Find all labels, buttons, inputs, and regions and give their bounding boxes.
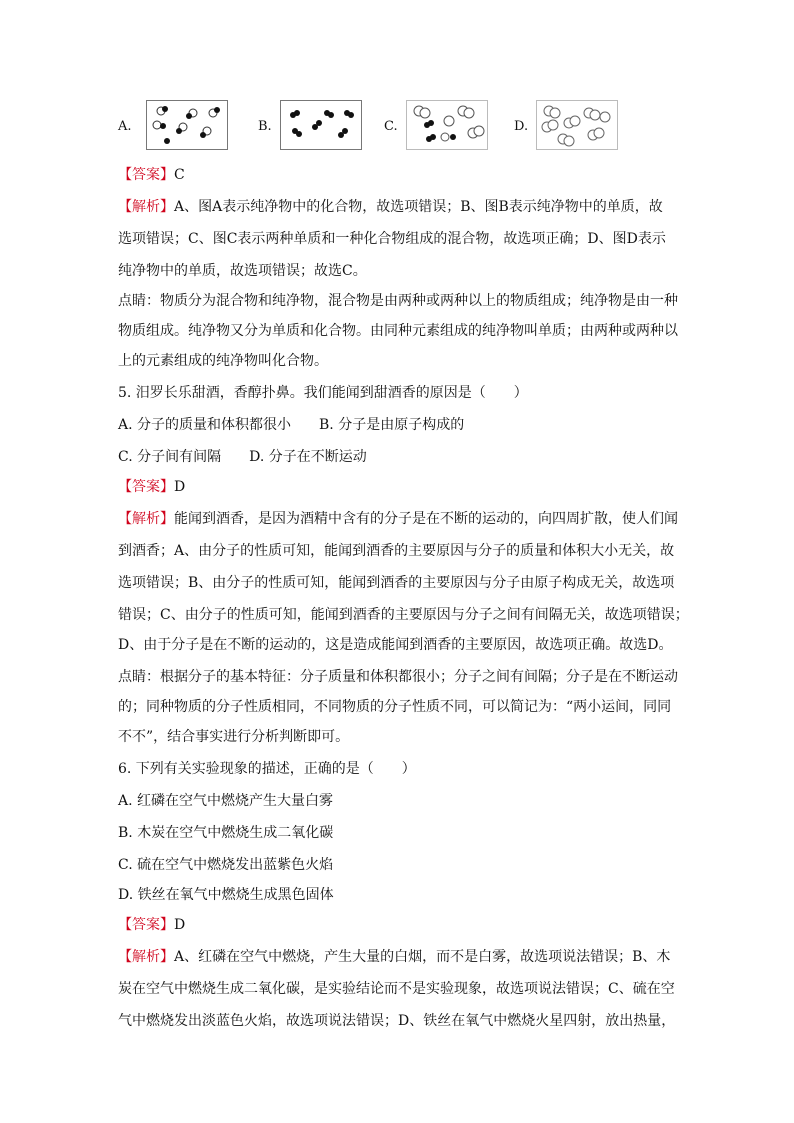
q5-note-line-2: 的；同种物质的分子性质相同，不同物质的分子性质不同，可以简记为：“两小运间，同同 <box>118 699 672 715</box>
q5-options-line-1: A. 分子的质量和体积都很小 B. 分子是由原子构成的 <box>118 417 465 433</box>
q5-analysis-line-4: 错误；C、由分子的性质可知，能闻到酒香的主要原因与分子之间有间隔无关，故选项错误； <box>118 607 689 623</box>
q4-answer <box>118 166 185 184</box>
q5-question: 5. 汨罗长乐甜酒，香醇扑鼻。我们能闻到甜酒香的原因是（ ） <box>118 385 528 401</box>
q6-analysis-line-2: 炭在空气中燃烧生成二氧化碳，是实验结论而不是实验现象，故选项说法错误；C、硫在空 <box>118 981 675 997</box>
analysis-key-label: 【解析】 <box>118 511 174 527</box>
answer-value: D <box>174 917 186 933</box>
particle-box-element-hollow-icon <box>536 100 618 150</box>
answer-key-label: 【答案】 <box>118 479 174 495</box>
option-b-label: B. <box>258 119 272 134</box>
q6-analysis-line-1: 【解析】A、红磷在空气中燃烧，产生大量的白烟，而不是白雾，故选项说法错误；B、木 <box>118 949 671 965</box>
q4-analysis-line-2: 选项错误；C、图C表示两种单质和一种化合物组成的混合物，故选项正确；D、图D表示 <box>118 231 666 247</box>
answer-key-label: 【答案】 <box>118 167 174 183</box>
q6-answer <box>118 916 185 934</box>
option-a-label: A. <box>118 119 132 134</box>
answer-value: C <box>174 167 185 183</box>
analysis-key-label: 【解析】 <box>118 199 174 215</box>
q5-answer <box>118 478 185 496</box>
q4-note-line-3: 上的元素组成的纯净物叫化合物。 <box>118 353 328 369</box>
q6-option-c: C. 硫在空气中燃烧发出蓝紫色火焰 <box>118 857 334 873</box>
particle-box-element-icon <box>280 100 362 150</box>
q5-note-line-3: 不不”，结合事实进行分析判断即可。 <box>118 729 350 745</box>
q6-option-b: B. 木炭在空气中燃烧生成二氧化碳 <box>118 825 334 841</box>
q6-option-a: A. 红磷在空气中燃烧产生大量白雾 <box>118 793 334 809</box>
q4-note-line-1: 点睛：物质分为混合物和纯净物，混合物是由两种或两种以上的物质组成；纯净物是由一种 <box>118 293 678 309</box>
q5-analysis-line-5: D、由于分子是在不断的运动的，这是造成能闻到酒香的主要原因，故选项正确。故选D。 <box>118 637 673 653</box>
particle-box-mixture-icon <box>406 100 488 150</box>
analysis-key-label: 【解析】 <box>118 949 174 965</box>
particle-box-compound-icon <box>146 100 228 150</box>
answer-key-label: 【答案】 <box>118 917 174 933</box>
q4-note-line-2: 物质组成。纯净物又分为单质和化合物。由同种元素组成的纯净物叫单质；由两种或两种以 <box>118 323 678 339</box>
q5-analysis-line-3: 选项错误；B、由分子的性质可知，能闻到酒香的主要原因与分子由原子构成无关，故选项 <box>118 575 675 591</box>
option-d-label: D. <box>514 119 529 134</box>
q4-option-images <box>118 100 678 156</box>
option-c-label: C. <box>384 119 398 134</box>
q6-question: 6. 下列有关实验现象的描述，正确的是（ ） <box>118 761 416 777</box>
q5-note-line-1: 点睛：根据分子的基本特征：分子质量和体积都很小；分子之间有间隔；分子是在不断运动 <box>118 669 678 685</box>
answer-value: D <box>174 479 186 495</box>
q5-options-line-2: C. 分子间有间隔 D. 分子在不断运动 <box>118 449 367 465</box>
q5-analysis-line-1: 【解析】能闻到酒香，是因为酒精中含有的分子是在不断的运动的，向四周扩散，使人们闻 <box>118 511 678 527</box>
q6-option-d: D. 铁丝在氧气中燃烧生成黑色固体 <box>118 887 334 903</box>
q6-analysis-line-3: 气中燃烧发出淡蓝色火焰，故选项说法错误；D、铁丝在氧气中燃烧火星四射，放出热量， <box>118 1013 676 1029</box>
q4-analysis-line-1: 【解析】A、图A表示纯净物中的化合物，故选项错误；B、图B表示纯净物中的单质，故 <box>118 199 663 215</box>
q5-analysis-line-2: 到酒香；A、由分子的性质可知，能闻到酒香的主要原因与分子的质量和体积大小无关，故 <box>118 543 675 559</box>
q4-analysis-line-3: 纯净物中的单质，故选项错误；故选C。 <box>118 263 367 279</box>
